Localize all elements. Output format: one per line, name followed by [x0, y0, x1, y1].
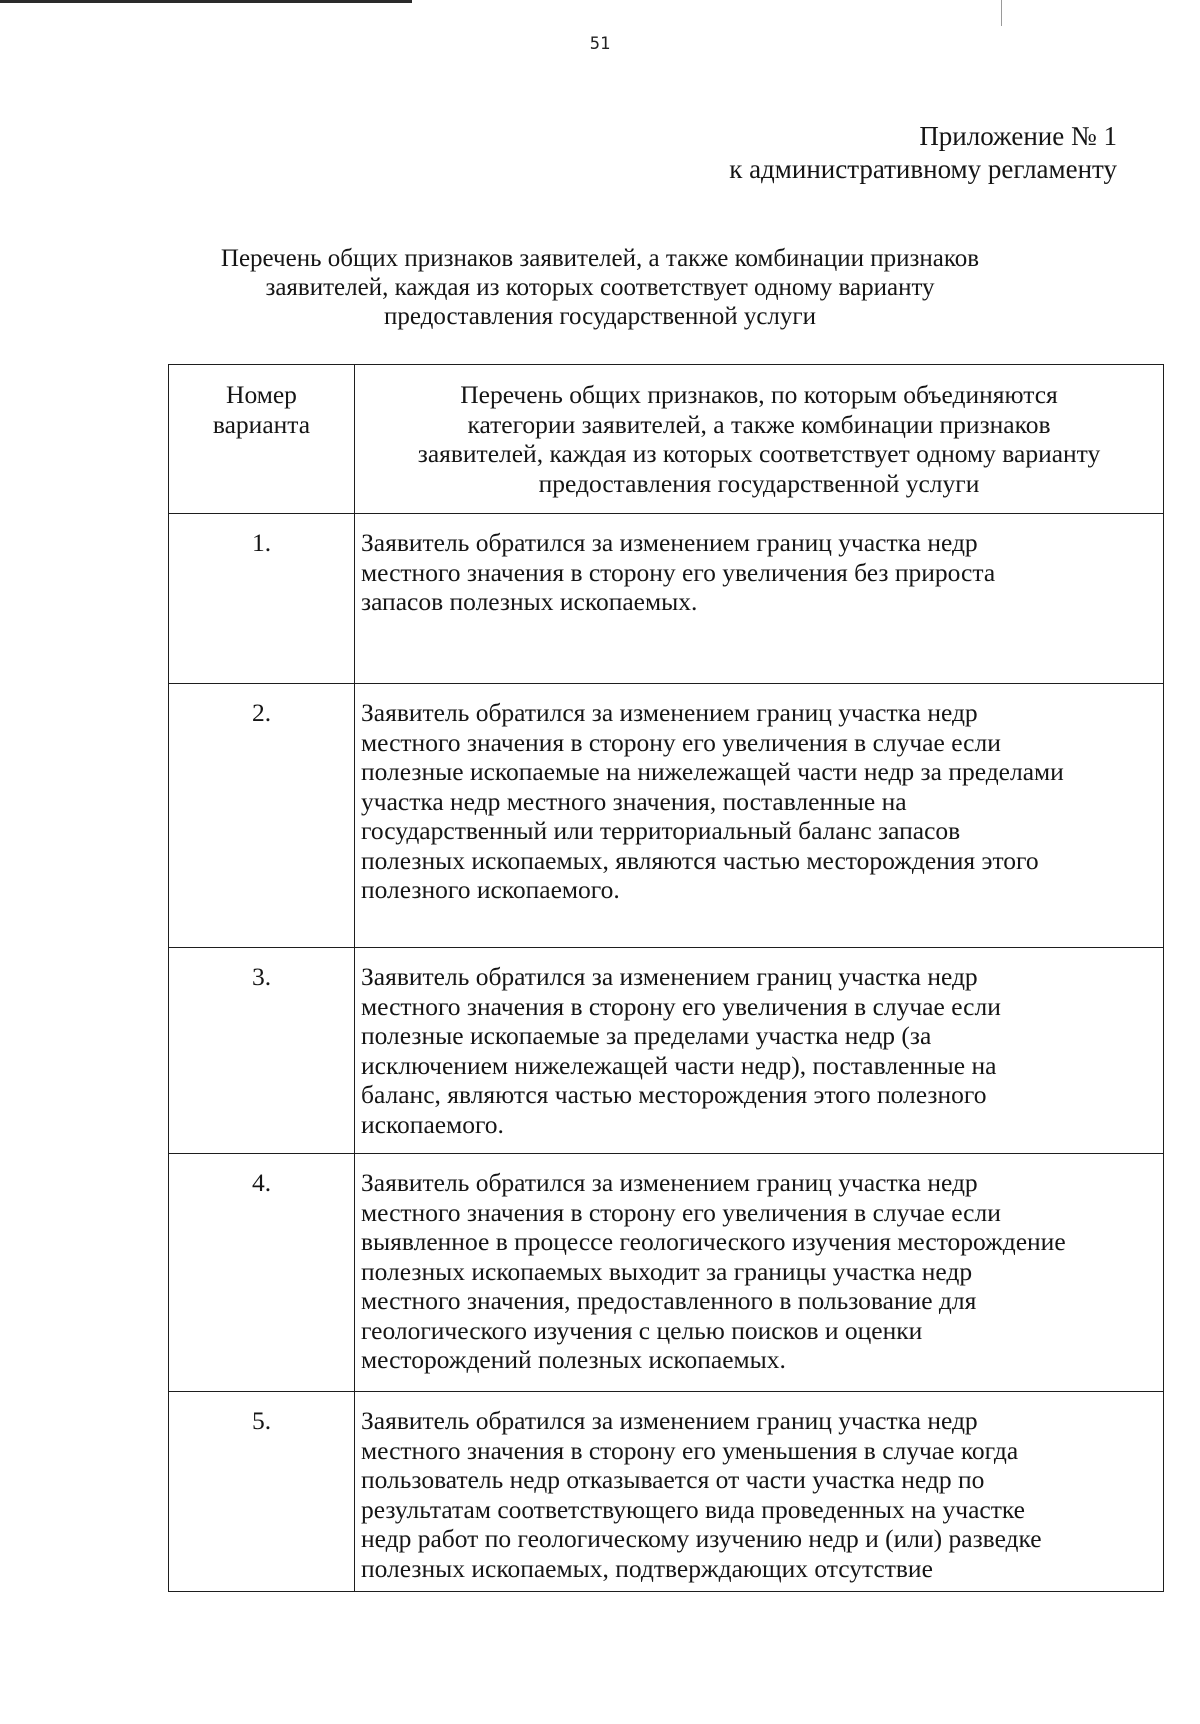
variant-description [355, 684, 1164, 948]
variant-description [355, 1154, 1164, 1392]
variant-description [355, 514, 1164, 684]
variants-table [168, 364, 1164, 1592]
description-line: Заявитель обратился за изменением границ участка недр [361, 962, 978, 991]
header-text-line: Номер [226, 380, 297, 409]
description-line: месторождений полезных ископаемых. [361, 1345, 786, 1374]
description-line: полезных ископаемых выходит за границы участка недр [361, 1256, 973, 1286]
header-text-line: заявителей, каждая из которых соответствует одному варианту [417, 439, 1101, 468]
description-line: исключением нижележащей части недр), поставленные на [361, 1050, 997, 1080]
description-line: Заявитель обратился за изменением границ участка недр [361, 698, 978, 727]
scan-edge-mark [1001, 0, 1002, 26]
description-line: местного значения в сторону его уменьшения в случае когда [361, 1435, 1019, 1465]
appendix-reference: к административному регламенту [729, 154, 1117, 184]
variant-number: 3. [169, 948, 355, 1154]
description-line: участка недр местного значения, поставленные на [361, 786, 907, 816]
description-line: Заявитель обратился за изменением границ участка недр [361, 1406, 978, 1435]
description-line: полезных ископаемых, подтверждающих отсутствие [361, 1553, 933, 1583]
scan-edge-mark [0, 0, 412, 3]
description-line: местного значения в сторону его увеличения в случае если [361, 1197, 1001, 1227]
header-variant-number [169, 365, 355, 514]
table-row [169, 514, 1164, 684]
table-header-row [169, 365, 1164, 514]
variant-number: 1. [169, 514, 355, 684]
header-text-line: варианта [212, 409, 311, 439]
description-line: государственный или территориальный баланс запасов [361, 816, 961, 845]
description-line: полезные ископаемые на нижележащей части недр за пределами [361, 757, 1064, 786]
description-line: баланс, являются частью месторождения этого полезного [361, 1080, 987, 1109]
title-line: заявителей, каждая из которых соответствует одному варианту [265, 274, 935, 301]
table-row [169, 1154, 1164, 1392]
header-text-line: Перечень общих признаков, по которым объединяются [460, 380, 1058, 409]
description-line: пользователь недр отказывается от части участка недр по [361, 1465, 985, 1494]
table-row [169, 948, 1164, 1154]
variant-number: 4. [169, 1154, 355, 1392]
description-line: Заявитель обратился за изменением границ участка недр [361, 528, 978, 557]
description-line: выявленное в процессе геологического изучения месторождение [361, 1227, 1066, 1256]
description-line: Заявитель обратился за изменением границ участка недр [361, 1168, 978, 1197]
description-line: местного значения в сторону его увеличения в случае если [361, 991, 1001, 1021]
variant-number: 2. [169, 684, 355, 948]
header-text-line: категории заявителей, а также комбинации признаков [467, 409, 1051, 439]
description-line: запасов полезных ископаемых. [361, 587, 698, 616]
description-line: ископаемого. [361, 1109, 504, 1139]
page-number: 51 [589, 34, 611, 54]
header-description [355, 365, 1164, 514]
appendix-header [729, 120, 1117, 186]
description-line: полезных ископаемых, являются частью месторождения этого [361, 845, 1039, 875]
description-line: местного значения в сторону его увеличения в случае если [361, 727, 1001, 757]
variant-description [355, 948, 1164, 1154]
description-line: недр работ по геологическому изучению недр и (или) разведке [361, 1524, 1042, 1553]
header-text-line: предоставления государственной услуги [538, 468, 980, 498]
variant-description [355, 1392, 1164, 1592]
document-title [140, 244, 1060, 331]
title-line: Перечень общих признаков заявителей, а также комбинации признаков [220, 245, 980, 272]
description-line: местного значения в сторону его увеличения без прироста [361, 557, 996, 587]
description-line: полезного ископаемого. [361, 875, 620, 904]
description-line: местного значения, предоставленного в пользование для [361, 1286, 977, 1315]
appendix-number: Приложение № 1 [919, 121, 1117, 151]
description-line: геологического изучения с целью поисков и оценки [361, 1315, 923, 1345]
description-line: полезные ископаемые за пределами участка недр (за [361, 1021, 932, 1050]
variant-number: 5. [169, 1392, 355, 1592]
title-line: предоставления государственной услуги [383, 303, 817, 330]
description-line: результатам соответствующего вида проведенных на участке [361, 1494, 1025, 1524]
table-row [169, 684, 1164, 948]
table-row [169, 1392, 1164, 1592]
